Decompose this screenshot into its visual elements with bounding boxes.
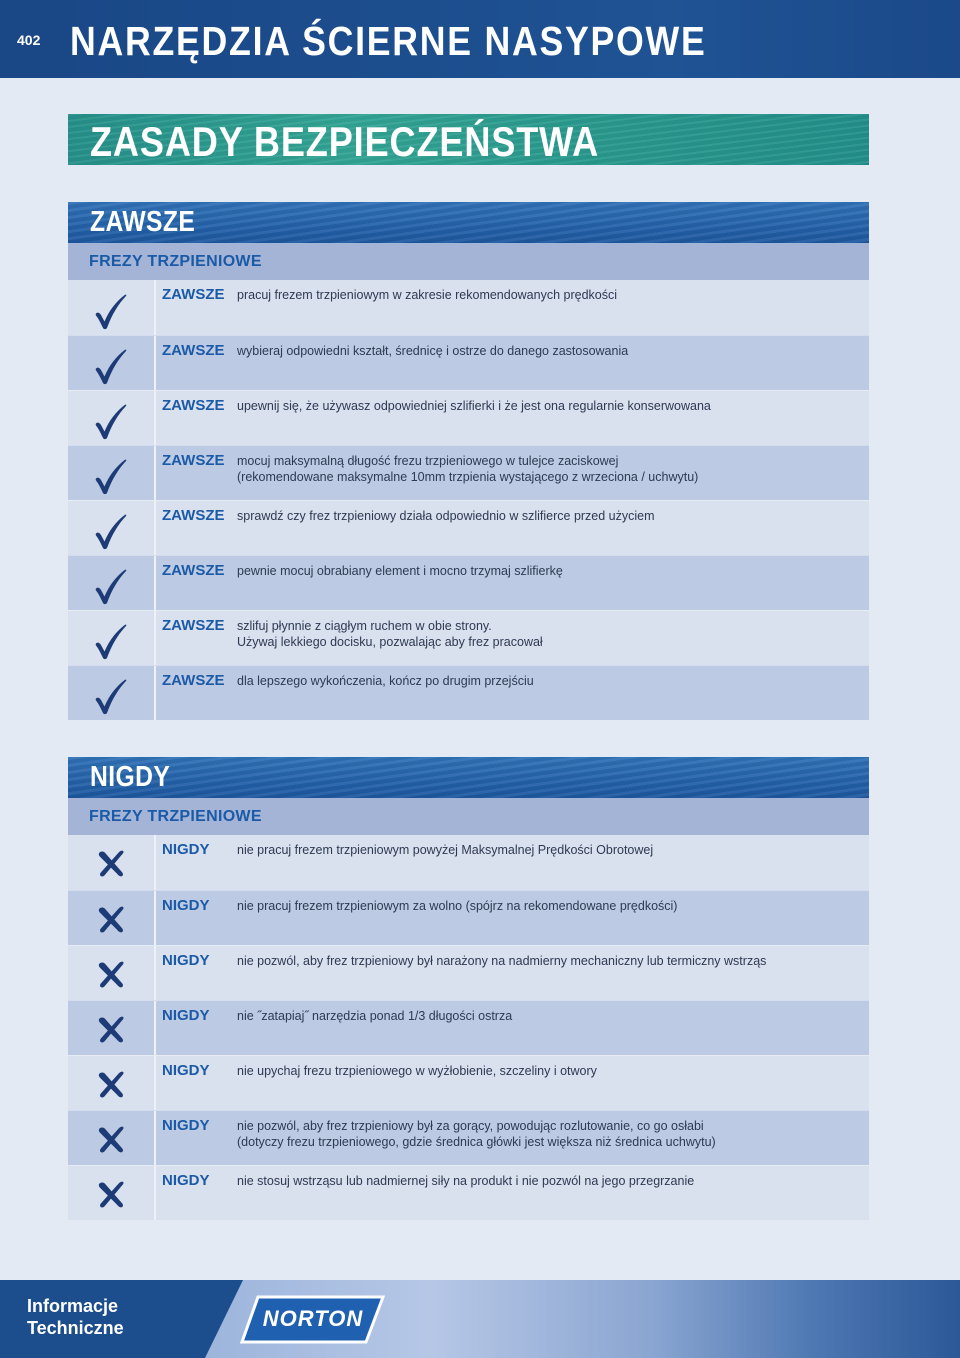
never-rule-row: [68, 835, 869, 890]
rule-label: ZAWSZE: [162, 342, 225, 359]
top-header: [0, 0, 960, 78]
icon-cell: [68, 666, 156, 720]
cross-icon: [97, 1070, 125, 1099]
rule-text: nie pracuj frezem trzpieniowym powyżej Maksymalnej Prędkości Obrotowej: [237, 843, 654, 857]
rule-label: NIGDY: [162, 1172, 210, 1189]
rule-text: wybieraj odpowiedni kształt, średnicę i ostrze do danego zastosowania: [237, 344, 629, 358]
always-rule-row: [68, 445, 869, 500]
footer-label-line1: Informacje: [27, 1296, 119, 1316]
icon-cell: [68, 336, 156, 390]
rule-text: nie stosuj wstrząsu lub nadmiernej siły na produkt i nie pozwól na jego przegrzanie: [237, 1174, 695, 1188]
always-rule-row: [68, 500, 869, 555]
rule-content: [156, 446, 869, 500]
rule-text: sprawdź czy frez trzpieniowy działa odpowiednio w szlifierce przed użyciem: [237, 509, 655, 523]
always-subheading: FREZY TRZPIENIOWE: [68, 243, 869, 280]
rule-label: NIGDY: [162, 1062, 210, 1079]
rule-label: NIGDY: [162, 952, 210, 969]
icon-cell: [68, 391, 156, 445]
rule-content: [156, 1111, 869, 1165]
check-icon: [95, 404, 127, 440]
never-rule-row: [68, 945, 869, 1000]
page-footer: [0, 1280, 960, 1358]
icon-cell: [68, 1111, 156, 1165]
never-rule-row: [68, 1110, 869, 1165]
never-rows: [68, 835, 869, 1220]
always-rows: [68, 280, 869, 720]
never-rule-row: [68, 1000, 869, 1055]
check-icon: [95, 624, 127, 660]
check-icon: [95, 349, 127, 385]
rule-label: ZAWSZE: [162, 617, 225, 634]
check-icon: [95, 679, 127, 715]
logo-wordmark: NORTON: [262, 1306, 364, 1331]
rule-content: [156, 1166, 869, 1220]
check-icon: [95, 459, 127, 495]
icon-cell: [68, 1056, 156, 1110]
icon-cell: [68, 1166, 156, 1220]
icon-cell: [68, 946, 156, 1000]
footer-label-line2: Techniczne: [27, 1318, 124, 1338]
always-rule-row: [68, 665, 869, 720]
rule-text: nie ˝zatapiaj˝ narzędzia ponad 1/3 długości ostrza: [237, 1009, 513, 1023]
rule-text: upewnij się, że używasz odpowiedniej szlifierki i że jest ona regularnie konserwowana: [237, 399, 711, 413]
rule-label: NIGDY: [162, 1007, 210, 1024]
cross-icon: [97, 1125, 125, 1154]
rule-label: ZAWSZE: [162, 397, 225, 414]
check-icon: [95, 294, 127, 330]
always-rule-row: [68, 390, 869, 445]
rule-content: [156, 336, 869, 390]
rule-label: NIGDY: [162, 1117, 210, 1134]
never-rule-row: [68, 1055, 869, 1110]
rule-label: ZAWSZE: [162, 452, 225, 469]
never-heading: NIGDY: [90, 761, 171, 793]
always-rule-row: [68, 555, 869, 610]
rule-label: NIGDY: [162, 897, 210, 914]
banner-title: ZASADY BEZPIECZEŃSTWA: [90, 118, 600, 165]
check-icon: [95, 514, 127, 550]
rule-content: [156, 501, 869, 555]
page-number: 402: [17, 32, 41, 48]
cross-icon: [97, 960, 125, 989]
cross-icon: [97, 1180, 125, 1209]
always-heading-bar: [68, 202, 869, 243]
rule-text: nie upychaj frezu trzpieniowego w wyżłobienie, szczeliny i otwory: [237, 1064, 597, 1078]
never-subheading: FREZY TRZPIENIOWE: [68, 798, 869, 835]
cross-icon: [97, 1015, 125, 1044]
rule-label: ZAWSZE: [162, 507, 225, 524]
rule-text: nie pracuj frezem trzpieniowym za wolno (spójrz na rekomendowane prędkości): [237, 899, 678, 913]
icon-cell: [68, 501, 156, 555]
never-heading-bar: [68, 757, 869, 798]
always-rule-row: [68, 280, 869, 335]
always-rule-row: [68, 610, 869, 665]
rule-content: [156, 891, 869, 945]
rule-label: ZAWSZE: [162, 672, 225, 689]
always-heading: ZAWSZE: [90, 206, 196, 238]
safety-banner: [68, 114, 869, 165]
page-title: NARZĘDZIA ŚCIERNE NASYPOWE: [70, 18, 707, 64]
check-icon: [95, 569, 127, 605]
rule-content: [156, 1056, 869, 1110]
icon-cell: [68, 835, 156, 890]
icon-cell: [68, 556, 156, 610]
rule-content: [156, 611, 869, 665]
footer-section-label: [27, 1295, 124, 1339]
never-section: [68, 757, 869, 1220]
always-rule-row: [68, 335, 869, 390]
icon-cell: [68, 611, 156, 665]
icon-cell: [68, 1001, 156, 1055]
rule-text: pracuj frezem trzpieniowym w zakresie rekomendowanych prędkości: [237, 288, 618, 302]
always-section: [68, 202, 869, 720]
rule-text: mocuj maksymalną długość frezu trzpieniowego w tulejce zaciskowej (rekomendowane maksymalne 10mm trzpienia wystającego z wrzeciona / uchwytu): [237, 454, 699, 484]
rule-content: [156, 556, 869, 610]
rule-text: nie pozwól, aby frez trzpieniowy był za gorący, powodując rozlutowanie, co go osłabi (dotyczy frezu trzpieniowego, gdzie średnica główki jest większa niż średnica uchwytu): [237, 1119, 716, 1149]
rule-label: ZAWSZE: [162, 286, 225, 303]
rule-content: [156, 280, 869, 335]
never-rule-row: [68, 890, 869, 945]
rule-text: szlifuj płynnie z ciągłym ruchem w obie strony. Używaj lekkiego docisku, pozwalając aby frez pracował: [237, 619, 543, 649]
rule-text: pewnie mocuj obrabiany element i mocno trzymaj szlifierkę: [237, 564, 563, 578]
rule-content: [156, 946, 869, 1000]
cross-icon: [97, 905, 125, 934]
norton-logo: [240, 1295, 386, 1344]
rule-content: [156, 391, 869, 445]
icon-cell: [68, 891, 156, 945]
icon-cell: [68, 280, 156, 335]
rule-content: [156, 835, 869, 890]
rule-label: ZAWSZE: [162, 562, 225, 579]
rule-content: [156, 1001, 869, 1055]
rule-text: nie pozwól, aby frez trzpieniowy był narażony na nadmierny mechaniczny lub termiczny wstrząs: [237, 954, 767, 968]
icon-cell: [68, 446, 156, 500]
never-rule-row: [68, 1165, 869, 1220]
rule-content: [156, 666, 869, 720]
rule-text: dla lepszego wykończenia, kończ po drugim przejściu: [237, 674, 534, 688]
cross-icon: [97, 849, 125, 878]
rule-label: NIGDY: [162, 841, 210, 858]
